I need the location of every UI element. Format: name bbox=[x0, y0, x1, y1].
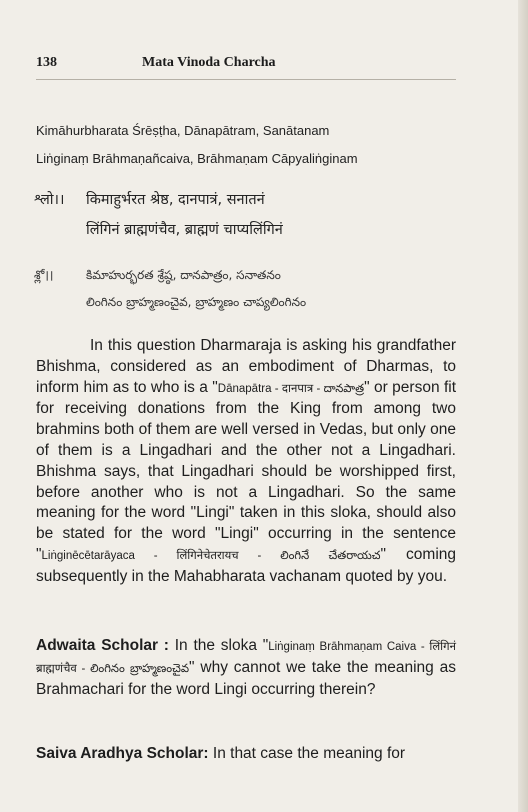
verse-deva-line-1: किमाहुर्भरत श्रेष्ठ, दानपात्रं, सनातनं bbox=[86, 192, 265, 208]
running-title: Mata Vinoda Charcha bbox=[142, 55, 276, 70]
p2-term-deva: लिंगिनं ब्राह्मणंचैव bbox=[36, 639, 456, 675]
p1-text-1: In this question Dharmaraja is asking his grandfather Bhishma, considered as an embodiment of Dharmas, to inform him as to who is a " bbox=[36, 337, 456, 396]
p2-term-telugu: లింగినం బ్రాహ్మణంచైవ bbox=[90, 660, 190, 675]
p2-dash-1: - bbox=[416, 641, 430, 653]
p2-term-translit: Liṅginaṃ Brāhmaṇam Caiva bbox=[268, 641, 417, 653]
verse-telugu-line-2: లింగినం బ్రాహ్మణంచైవ, బ్రాహ్మణం చాప్యలింగినం bbox=[86, 295, 307, 309]
verse-deva-label: श्लो।। bbox=[34, 192, 65, 208]
p1-dash-2: - bbox=[313, 382, 324, 395]
p1-term-telugu: దానపాత్ర bbox=[323, 380, 365, 395]
verse-telugu-line-1: కిమాహుర్భరత శ్రేష్ఠ, దానపాత్రం, సనాతనం bbox=[86, 268, 281, 282]
p1-term-translit: Dānapātra bbox=[217, 382, 272, 395]
p1-term-deva: दानपात्र bbox=[281, 380, 314, 395]
page-spine-shadow bbox=[518, 0, 528, 812]
header-rule bbox=[36, 79, 456, 80]
p1-text-2: " or person fit for receiving donations from the King from among two brahmins both of them are well versed in Vedas, but only one of them is a Lingadhari and the other not a Lingadhari. Bhishma says, that Lingadhari should be worshipped first, before another who is not a Lingadhari. So the same meaning for the word "Lingi" taken in this sloka, should also be stated for the word "Lingi" occurring in the sentence " bbox=[36, 378, 456, 563]
paragraph-adwaita bbox=[36, 636, 456, 700]
p1-term2-translit: Liṅginēcētarāyaca bbox=[41, 549, 135, 562]
verse-telugu-label: శ్లో।। bbox=[34, 268, 54, 282]
p1-term2-telugu: లింగినే చేతరాయచ bbox=[280, 547, 381, 562]
verse-deva-line-2: लिंगिनं ब्राह्मणंचैव, ब्राह्मणं चाप्यलिंगिनं bbox=[86, 222, 283, 238]
p1-dash-4: - bbox=[238, 549, 281, 562]
paragraph-saiva bbox=[36, 744, 456, 765]
page-header bbox=[36, 55, 456, 77]
p1-text-3: " coming subsequently in the Mahabharata vachanam quoted by you. bbox=[36, 545, 457, 585]
p3-text-1: In that case the meaning for bbox=[208, 745, 406, 762]
speaker-saiva: Saiva Aradhya Scholar: bbox=[36, 745, 209, 762]
p1-dash-3: - bbox=[134, 549, 177, 562]
p1-term2-deva: लिंगिनेचेतरायच bbox=[176, 547, 239, 562]
verse-translit-line-2: Liṅginaṃ Brāhmaṇañcaiva, Brāhmaṇam Cāpyaliṅginam bbox=[36, 151, 358, 166]
p1-dash-1: - bbox=[271, 382, 282, 395]
speaker-adwaita: Adwaita Scholar : bbox=[36, 637, 169, 654]
p2-dash-2: - bbox=[76, 662, 91, 675]
p2-text-2: " why cannot we take the meaning as Brahmachari for the word Lingi occurring therein? bbox=[36, 658, 456, 698]
verse-translit-line-1: Kimāhurbharata Śrēṣṭha, Dānapātram, Sanātanam bbox=[36, 123, 330, 138]
page-number: 138 bbox=[36, 55, 57, 70]
p2-text-1: In the sloka " bbox=[168, 637, 269, 654]
paragraph-dharmaraja bbox=[36, 336, 456, 588]
